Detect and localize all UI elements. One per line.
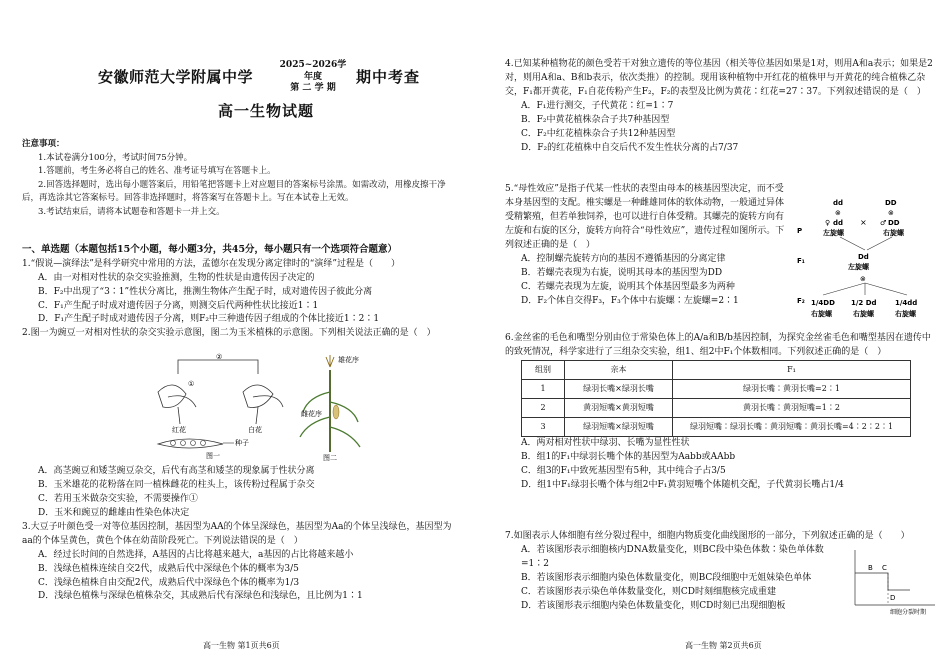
q2-option-d: D．玉米和豌豆的雌雄由性染色体决定: [38, 507, 190, 518]
q2-option-b: B．玉米雄花的花粉落在同一植株雌花的柱头上，该传粉过程属于杂交: [38, 479, 315, 490]
q3-stem: 3.大豆子叶颜色受一对等位基因控制，基因型为AA的个体呈深绿色，基因型为Aa的个体呈浅绿色，基因型为aa的个体呈黄色，黄色个体在幼苗阶段死亡。下列说法错误的是（ ）: [22, 521, 452, 546]
generation-f2-label: F₂: [797, 297, 805, 305]
right-column: [505, 0, 945, 658]
generation-f1-label: F₁: [797, 257, 805, 265]
q4-option-c: C．F₂中红花植株杂合子共12种基因型: [521, 128, 676, 139]
corn-plant-icon: [300, 355, 360, 452]
pea-pod-icon: [158, 439, 223, 448]
pollination-arrow: [178, 360, 258, 374]
exam-name: 期中考查: [356, 68, 421, 86]
p-left-label: 左旋螺: [823, 229, 844, 237]
question-block-4: [505, 58, 935, 156]
p-male-genotype: DD: [885, 199, 897, 207]
f2-genotype-3: 1/4dd: [895, 299, 918, 307]
fig1-label-1: ①: [188, 380, 195, 388]
p-right-label: 右旋螺: [883, 229, 904, 237]
q1-option-a: A．由一对相对性状的杂交实验推测，生物的性状是由遗传因子决定的: [38, 272, 315, 283]
q6-option-b: B．组1的F₁中绿羽长嘴个体的基因型为Aabb或AAbb: [521, 451, 736, 462]
q7-figure: [850, 545, 940, 615]
table-cell: 绿羽长嘴×绿羽长嘴: [565, 379, 673, 398]
fig2-caption: 图二: [323, 454, 337, 462]
f2-phenotype-2: 右旋螺: [853, 310, 874, 318]
section-heading: 一、单选题（本题包括15个小题，每小题3分，共45分，每小题只有一个选项符合题意）: [22, 244, 398, 255]
q6-option-a: A．两对相对性状中绿羽、长嘴为显性性状: [521, 437, 690, 448]
notice-item: 1.本试卷满分100分，考试时间75分钟。: [38, 152, 193, 163]
school-name: 安徽师范大学附属中学: [98, 68, 254, 86]
point-d-label: D: [890, 594, 896, 602]
q3-option-d: D．浅绿色植株与深绿色植株杂交，其成熟后代有深绿色和浅绿色，且比例为1∶1: [38, 591, 363, 602]
female-symbol: ♀: [825, 219, 831, 227]
notice-item: 2.回答选择题时，选出每小题答案后，用铅笔把答题卡上对应题目的答案标号涂黑。如需改动，用橡皮擦干净后，再选涂其它答案标号。回答非选择题时，将答案写在答题卡上。写在本试卷上无效。: [22, 179, 446, 204]
q6-stem: 6.金丝雀的毛色和嘴型分别由位于常染色体上的A/a和B/b基因控制，为探究金丝雀毛色和嘴型基因在遗传中的致死情况，科学家进行了三组杂交实验，组1、组2中F₁个体数相同。下列叙述正确的是（ ）: [505, 333, 931, 357]
table-row: [522, 379, 911, 398]
self-cross-icon-2: ⊗: [888, 209, 894, 217]
self-cross-icon: ⊗: [835, 209, 841, 217]
table-cell: 绿羽短嘴×绿羽短嘴: [565, 417, 673, 436]
q1-option-b: B．F₂中出现了“3∶1”性状分离比，推测生物体产生配子时，成对遗传因子彼此分离: [38, 286, 373, 297]
generation-p-label: P: [797, 227, 803, 235]
p-female-genotype-2: dd: [833, 219, 844, 227]
f2-genotype-2: 1/2 Dd: [851, 299, 877, 307]
white-flower-label: 白花: [248, 426, 262, 434]
white-flower-icon: [243, 385, 283, 424]
q5-option-c: C．若螺壳表现为左旋，说明其个体基因型最多为两种: [521, 281, 735, 292]
table-cell: 绿羽长嘴∶黄羽长嘴=2∶1: [673, 379, 911, 398]
q7-option-c: C．若该图形表示染色单体数量变化，则CD时刻细胞核完成重建: [521, 586, 776, 597]
q3-option-c: C．浅绿色植株自由交配2代，成熟后代中深绿色个体的概率为1/3: [38, 577, 300, 588]
table-header-cell: 亲本: [565, 360, 673, 379]
table-cell: 黄羽短嘴×黄羽短嘴: [565, 398, 673, 417]
f2-phenotype-3: 右旋螺: [895, 310, 916, 318]
question-block-6: [505, 332, 935, 493]
year-line1: 2025~2026学年度: [279, 60, 347, 82]
curve-line: [855, 573, 910, 590]
table-row: [522, 417, 911, 436]
q2-figure: [138, 352, 398, 462]
q2-option-c: C．若用玉米做杂交实验，不需要操作①: [38, 493, 198, 504]
table-row: [522, 398, 911, 417]
point-b-label: B: [868, 564, 873, 572]
notice-item: 3.考试结束后，请将本试题卷和答题卡一并上交。: [38, 206, 225, 217]
table-cell: 黄羽长嘴∶黄羽短嘴=1∶2: [673, 398, 911, 417]
q4-option-a: A．F₁进行测交，子代黄花∶红=1∶7: [521, 100, 674, 111]
seed-label: 种子: [235, 439, 249, 447]
notice-title: 注意事项：: [22, 139, 65, 149]
q6-option-d: D．组1中F₁绿羽长嘴个体与组2中F₁黄羽短嘴个体随机交配，子代黄羽长嘴占1/4: [521, 479, 844, 490]
p-male-genotype-2: DD: [888, 219, 900, 227]
point-c-label: C: [882, 564, 887, 572]
q5-option-d: D．F₂个体自交得F₃，F₃个体中右旋螺∶左旋螺=2∶1: [521, 295, 739, 306]
year-line2: 第 二 学 期: [290, 83, 336, 94]
question-block-2: [22, 465, 452, 604]
table-cell: 绿羽短嘴∶绿羽长嘴∶黄羽短嘴∶黄羽长嘴=4∶2∶2∶1: [673, 417, 911, 436]
q6-table: [521, 360, 911, 437]
q5-stem: 5.“母性效应”是指子代某一性状的表型由母本的核基因型决定，而不受本身基因型的支配。椎实螺是一种雌雄同体的软体动物，一般通过异体受精繁殖，但若单独饲养，也可以进行自体受精。其螺壳的旋转方向有左旋和右旋的区分，旋转方向符合“母性效应”，遗传过程如图所示。下列叙述正确的是（ ）: [505, 184, 785, 250]
f1-genotype: Dd: [858, 253, 869, 261]
x-axis-label: 细胞分裂时期: [890, 609, 927, 615]
f2-phenotype-1: 右旋螺: [811, 310, 832, 318]
left-column: [18, 0, 458, 658]
q5-figure: [795, 195, 940, 330]
notice-item: 1.答题前，考生务必将自己的姓名、准考证号填写在答题卡上。: [38, 166, 276, 177]
male-inflorescence-label: 雄花序: [338, 356, 359, 364]
q3-option-b: B．浅绿色植株连续自交2代，成熟后代中深绿色个体的概率为3/5: [38, 563, 299, 574]
q4-option-d: D．F₂的红花植株中自交后代不发生性状分离的占7/37: [521, 142, 739, 153]
q5-option-a: A．控制螺壳旋转方向的基因不遵循基因的分离定律: [521, 253, 726, 264]
q7-option-d: D．若该图形表示细胞内染色体数量变化，则CD时刻已出现细胞板: [521, 600, 786, 611]
school-year: [278, 60, 348, 95]
q1-option-d: D．F₁产生配子时成对遗传因子分离，则F₂中三种遗传因子组成的个体比接近1∶2∶1: [38, 314, 380, 325]
table-header-row: [522, 360, 911, 379]
q1-stem: 1.“假说—演绎法”是科学研究中常用的方法，孟德尔在发现分离定律时的“演绎”过程是（ ）: [22, 258, 400, 269]
f2-genotype-1: 1/4DD: [811, 299, 835, 307]
page-footer-left: 高一生物 第1页共6页: [203, 641, 280, 650]
q4-stem: 4.已知某种植物花的颜色受若干对独立遗传的等位基因（相关等位基因如果是1对，则用A和a表示；如果是2对，则用A和a、B和b表示，依次类推）的控制。现用该种植物中开红花的植株甲与开黄花的纯合植株乙杂交，F₁都开黄花，F₁自花传粉产生F₂，F₂的表型及比例为黄花∶红花=27∶37。下列叙述错误的是（ ）: [505, 59, 933, 97]
q2-option-a: A．高茎豌豆和矮茎豌豆杂交，后代有高茎和矮茎的现象属于性状分离: [38, 466, 315, 476]
notice-block: [22, 138, 452, 220]
female-inflorescence-label: 雌花序: [301, 410, 322, 418]
table-cell: 1: [522, 379, 565, 398]
exam-header: [98, 58, 458, 98]
p-female-genotype: dd: [833, 199, 844, 207]
self-cross-icon-3: ⊗: [860, 275, 866, 283]
q2-stem: 2.图一为豌豆一对相对性状的杂交实验示意图，图二为玉米植株的示意图。下列相关说法正确的是（ ）: [22, 328, 436, 339]
question-block-5: [505, 183, 790, 308]
fig1-caption: 图一: [206, 452, 220, 460]
cross-symbol: ×: [860, 218, 867, 227]
subject-title: 高一生物试题: [218, 102, 315, 120]
q7-option-b: B．若该图形表示细胞内染色体数量变化，则BC段细胞中无姐妹染色单体: [521, 572, 812, 583]
q1-option-c: C．F₁产生配子时成对遗传因子分离，则测交后代两种性状比接近1∶1: [38, 300, 319, 311]
red-flower-label: 红花: [172, 426, 186, 434]
table-cell: 3: [522, 417, 565, 436]
table-header-cell: 组别: [522, 360, 565, 379]
fig1-label-2: ②: [216, 353, 223, 361]
table-cell: 2: [522, 398, 565, 417]
q7-option-a: A．若该图形表示细胞核内DNA数量变化，则BC段中染色体数∶染色单体数=1∶2: [521, 544, 824, 569]
red-flower-icon: [158, 385, 196, 424]
f1-phenotype: 左旋螺: [848, 263, 869, 271]
q4-option-b: B．F₂中黄花植株杂合子共7种基因型: [521, 114, 670, 125]
q7-stem: 7.如图表示人体细胞有丝分裂过程中，细胞内物质变化曲线图形的一部分，下列叙述正确的是（ ）: [505, 531, 910, 541]
question-block-1: [22, 243, 452, 341]
page-footer-right: 高一生物 第2页共6页: [685, 641, 762, 650]
q3-option-a: A．经过长时间的自然选择，A基因的占比将越来越大，a基因的占比将越来越小: [38, 549, 354, 560]
male-symbol: ♂: [880, 219, 887, 227]
table-header-cell: F₁: [673, 360, 911, 379]
q7-options: [505, 544, 845, 614]
q5-option-b: B．若螺壳表现为右旋，说明其母本的基因型为DD: [521, 267, 723, 278]
q6-option-c: C．组3的F₁中致死基因型有5种，其中纯合子占3/5: [521, 465, 726, 476]
